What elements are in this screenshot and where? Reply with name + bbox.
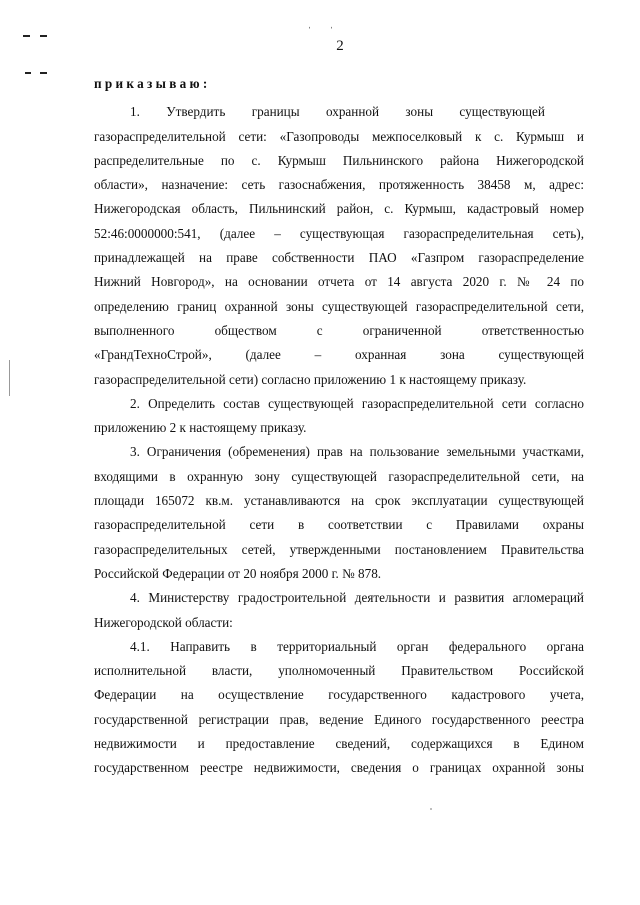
text-line: газораспределительной сети: «Газопроводы межпоселковый к с. Курмыш и <box>94 128 584 144</box>
scan-line <box>9 360 10 396</box>
text-line: 4. Министерству градостроительной деятельности и развития агломераций <box>130 590 584 606</box>
paragraph-1 <box>94 100 584 392</box>
text-line: Нижний Новгород», на основании отчета от 14 августа 2020 г. № 24 по <box>94 274 584 290</box>
text-line: недвижимости и предоставление сведений, содержащихся в Едином <box>94 736 584 752</box>
scan-mark <box>23 35 30 37</box>
scan-mark <box>40 35 47 37</box>
page-number: 2 <box>336 38 344 54</box>
text-line: 52:46:0000000:541, (далее – существующая газораспределительная сеть), <box>94 225 584 241</box>
text-line: Нижегородская область, Пильнинский район, с. Курмыш, кадастровый номер <box>94 201 584 217</box>
text-line: площади 165072 кв.м. устанавливаются на срок эксплуатации существующей <box>94 493 584 509</box>
text-line: 2. Определить состав существующей газораспределительной сети согласно <box>130 395 584 411</box>
text-line: газораспределительной сети в соответствии с Правилами охраны <box>94 517 584 533</box>
order-heading: приказываю: <box>94 76 211 91</box>
text-line: Нижегородской области: <box>94 614 233 630</box>
text-line: приложению 2 к настоящему приказу. <box>94 420 307 436</box>
text-line: входящими в охранную зону существующей газораспределительной сети, на <box>94 468 584 484</box>
text-line: Федерации на осуществление государственного кадастрового учета, <box>94 687 584 703</box>
text-line: государственной регистрации прав, ведение Единого государственного реестра <box>94 711 584 727</box>
text-line: распределительные по с. Курмыш Пильнинского района Нижегородской <box>94 152 584 168</box>
paragraph-3 <box>94 440 584 586</box>
text-line: принадлежащей на праве собственности ПАО «Газпром газораспределение <box>94 250 584 266</box>
document-body <box>94 72 584 781</box>
paragraph-4 <box>94 586 584 635</box>
text-line: определению границ охранной зоны существующей газораспределительной сети, <box>94 298 584 314</box>
scan-dot <box>430 808 432 810</box>
text-line: 1. Утвердить границы охранной зоны существующей <box>130 104 545 120</box>
text-line: Российской Федерации от 20 ноября 2000 г. № 878. <box>94 565 382 581</box>
text-line: газораспределительных сетей, утвержденными постановлением Правительства <box>94 541 584 557</box>
text-line: государственном реестре недвижимости, сведения о границах охранной зоны <box>94 760 584 776</box>
text-line: «ГрандТехноСтрой», (далее – охранная зона существующей <box>94 347 584 363</box>
text-line: области», назначение: сеть газоснабжения, протяженность 38458 м, адрес: <box>94 177 584 193</box>
scan-mark <box>25 72 31 74</box>
text-line: 4.1. Направить в территориальный орган федерального органа <box>130 638 584 654</box>
text-line: исполнительной власти, уполномоченный Правительством Российской <box>94 663 584 679</box>
text-line: 3. Ограничения (обременения) прав на пользование земельными участками, <box>130 444 584 460</box>
page-number-mark: ˈ ˈ <box>308 26 342 37</box>
scan-mark <box>40 72 47 74</box>
paragraph-2 <box>94 392 584 441</box>
paragraph-4-1 <box>94 635 584 781</box>
text-line: газораспределительной сети) согласно приложению 1 к настоящему приказу. <box>94 371 527 387</box>
text-line: выполненного обществом с ограниченной ответственностью <box>94 322 584 338</box>
